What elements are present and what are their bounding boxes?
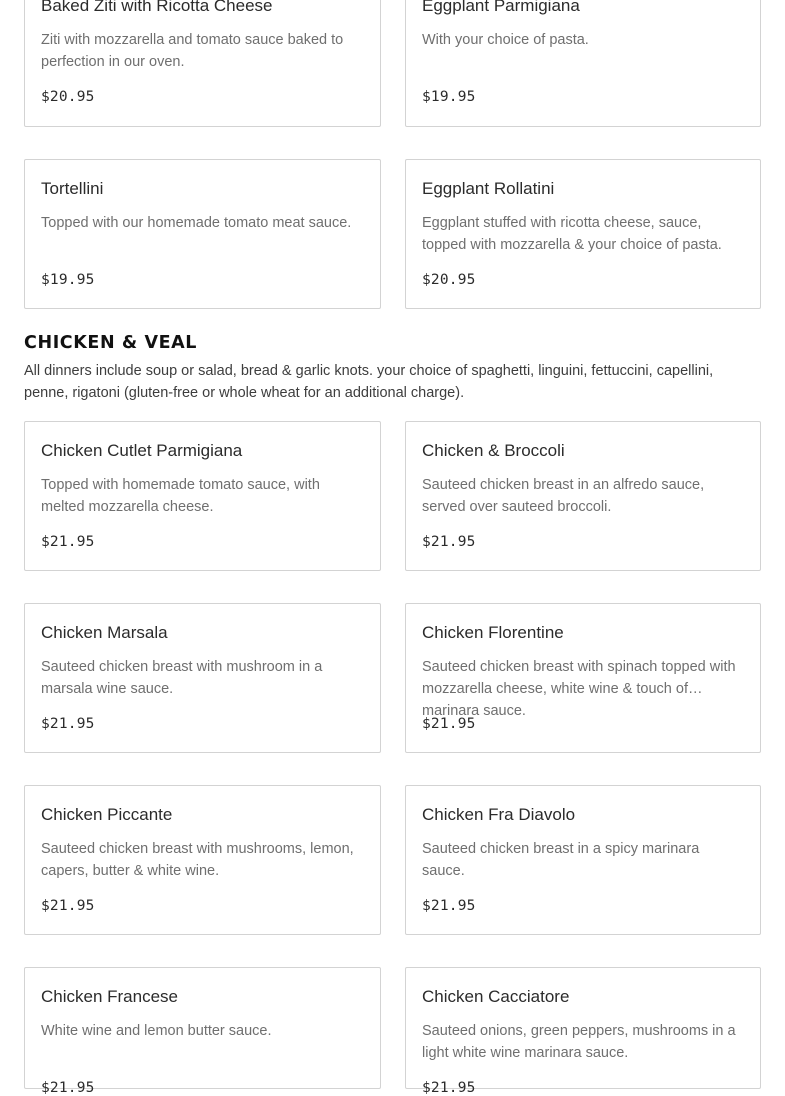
menu-item-card[interactable] <box>24 0 381 127</box>
menu-item-card[interactable] <box>405 421 761 571</box>
menu-item-card[interactable] <box>24 785 381 935</box>
menu-item-card[interactable] <box>405 967 761 1096</box>
menu-item-price: $21.95 <box>422 1080 476 1096</box>
menu-item-name: Eggplant Rollatini <box>422 179 555 198</box>
menu-item-price: $19.95 <box>422 89 476 105</box>
menu-item-price: $21.95 <box>41 1080 95 1096</box>
menu-item-name: Chicken Marsala <box>41 623 168 642</box>
menu-item-name: Chicken Cutlet Parmigiana <box>41 441 243 460</box>
menu-item-description: Topped with our homemade tomato meat sauce. <box>41 215 352 231</box>
menu-item-price: $21.95 <box>422 534 476 550</box>
menu-item-name: Tortellini <box>41 179 104 198</box>
menu-item-card[interactable] <box>24 421 381 571</box>
menu-item-price: $21.95 <box>422 716 476 732</box>
menu-item-description: Sauteed chicken breast with mushrooms, lemon, capers, butter & white wine. <box>41 841 354 879</box>
menu-item-description: With your choice of pasta. <box>422 32 589 48</box>
menu-item-card[interactable] <box>405 159 761 309</box>
menu-item-card[interactable] <box>405 0 761 127</box>
menu-item-price: $21.95 <box>41 716 95 732</box>
menu-item-name: Chicken Francese <box>41 987 179 1006</box>
menu-item-name: Chicken Fra Diavolo <box>422 805 576 824</box>
menu-item-description: White wine and lemon butter sauce. <box>41 1023 272 1039</box>
menu-item-description: Topped with homemade tomato sauce, with melted mozzarella cheese. <box>41 477 320 515</box>
section-title: CHICKEN & VEAL <box>24 333 198 353</box>
menu-item-card[interactable] <box>24 967 381 1096</box>
menu-item-name: Baked Ziti with Ricotta Cheese <box>41 0 273 15</box>
section-description: All dinners include soup or salad, bread & garlic knots. your choice of spaghetti, linguini, fettuccini, capellini, penne, rigatoni (gluten-free or whole wheat for an additional charge). <box>24 363 714 401</box>
menu-item-description: Ziti with mozzarella and tomato sauce baked to perfection in our oven. <box>41 32 344 70</box>
menu-item-name: Chicken Cacciatore <box>422 987 570 1006</box>
menu-item-description: Sauteed chicken breast in an alfredo sauce, served over sauteed broccoli. <box>422 477 705 515</box>
menu-item-card[interactable] <box>405 785 761 935</box>
menu-item-card[interactable] <box>24 159 381 309</box>
menu-item-name: Chicken Florentine <box>422 623 564 642</box>
menu-item-price: $19.95 <box>41 272 95 288</box>
menu-item-price: $21.95 <box>41 534 95 550</box>
menu-item-name: Chicken Piccante <box>41 805 173 824</box>
menu-item-name: Eggplant Parmigiana <box>422 0 580 15</box>
menu-item-card[interactable] <box>405 603 761 753</box>
menu-item-description: Sauteed chicken breast with spinach topped with mozzarella cheese, white wine & touch of marinara sauce. <box>422 659 736 719</box>
menu-item-price: $21.95 <box>41 898 95 914</box>
menu-item-price: $20.95 <box>422 272 476 288</box>
menu-item-description: Sauteed onions, green peppers, mushrooms in a light white wine marinara sauce. <box>422 1023 736 1061</box>
menu-item-description: Sauteed chicken breast with mushroom in a marsala wine sauce. <box>41 659 323 697</box>
menu-item-description: Eggplant stuffed with ricotta cheese, sauce, topped with mozzarella & your choice of pasta. <box>422 215 722 253</box>
menu-item-name: Chicken & Broccoli <box>422 441 565 460</box>
menu-item-description: Sauteed chicken breast in a spicy marinara sauce. <box>422 841 700 879</box>
menu-item-card[interactable] <box>24 603 381 753</box>
menu-item-price: $21.95 <box>422 898 476 914</box>
menu-item-price: $20.95 <box>41 89 95 105</box>
